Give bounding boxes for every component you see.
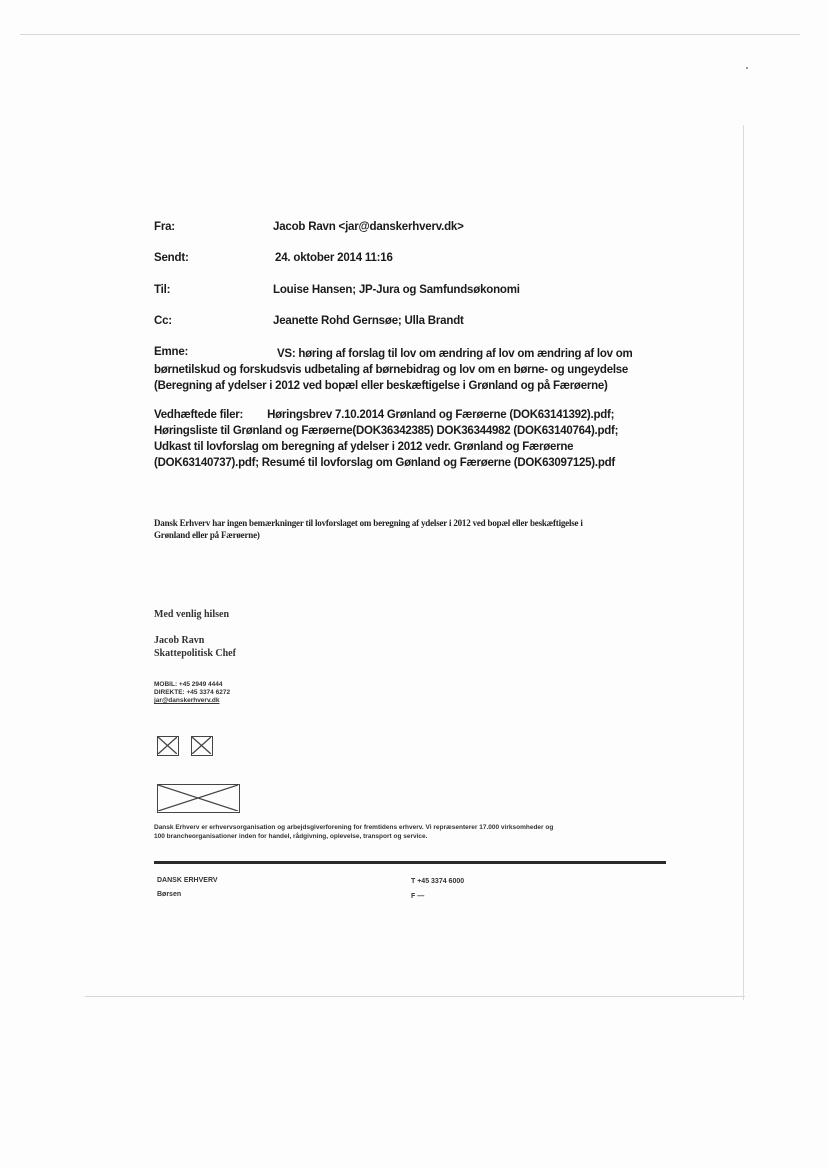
sent-value: 24. oktober 2014 11:16 — [275, 252, 393, 264]
attachment-line: Høringsbrev 7.10.2014 Grønland og Færøerne (DOK63141392).pdf; — [267, 409, 615, 421]
to-value: Louise Hansen; JP-Jura og Samfundsøkonomi — [273, 284, 520, 296]
subject-line: VS: høring af forslag til lov om ændring af lov om ændring af lov om — [277, 348, 633, 360]
attachments-first-line — [154, 407, 654, 423]
attachments-label: Vedhæftede filer: — [154, 409, 244, 421]
subject-line: (Beregning af ydelser i 2012 ved bopæl eller beskæftigelse i Grønland og på Færøerne) — [154, 380, 608, 392]
broken-image-icon — [191, 736, 213, 756]
scan-edge-right — [743, 125, 744, 1000]
message-body — [154, 517, 674, 541]
organisation-address: Børsen — [157, 891, 182, 898]
footer-phone: T +45 3374 6000 — [411, 878, 465, 885]
broken-logo-image-icon — [157, 784, 240, 813]
attachment-line: (DOK63140737).pdf; Resumé til lovforslag om Gønland og Færøerne (DOK63097125).pdf — [154, 457, 615, 469]
sent-label: Sendt: — [154, 252, 189, 264]
signature-name: Jacob Ravn — [154, 635, 205, 646]
signature-name-block — [154, 634, 236, 660]
signature-email-link[interactable]: jar@danskerhverv.dk — [154, 697, 220, 704]
attachment-line: Udkast til lovforslag om beregning af ydelser i 2012 vedr. Grønland og Færøerne — [154, 441, 574, 453]
body-line: Grønland eller på Færøerne) — [154, 530, 260, 540]
footer-divider — [154, 861, 666, 864]
broken-image-icon — [157, 736, 179, 756]
organisation-name: DANSK ERHVERV — [157, 877, 218, 884]
scan-edge-bottom — [85, 996, 745, 997]
scan-edge-top — [20, 34, 800, 35]
to-label: Til: — [154, 284, 171, 296]
organisation-description — [154, 823, 674, 841]
mobile-number: MOBIL: +45 2949 4444 — [154, 681, 223, 688]
contact-block — [154, 681, 230, 705]
from-value: Jacob Ravn <jar@danskerhverv.dk> — [273, 221, 464, 233]
description-line: Dansk Erhverv er erhvervsorganisation og arbejdsgiverforening for fremtidens erhverv. Vi repræsenterer 17.000 virksomheder og — [154, 824, 554, 831]
signature-title: Skattepolitisk Chef — [154, 648, 236, 659]
from-label: Fra: — [154, 221, 175, 233]
direct-number: DIREKTE: +45 3374 6272 — [154, 689, 231, 696]
body-line: Dansk Erhverv har ingen bemærkninger til lovforslaget om beregning af ydelser i 2012 ved bopæl eller beskæftigelse i — [154, 518, 583, 528]
subject-block — [154, 346, 654, 394]
subject-label: Emne: — [154, 346, 189, 358]
footer-fax: F — — [411, 893, 425, 900]
description-line: 100 brancheorganisationer inden for handel, rådgivning, oplevelse, transport og service. — [154, 833, 428, 840]
attachment-line: Høringsliste til Grønland og Færøerne(DOK36342385) DOK36344982 (DOK63140764).pdf; — [154, 425, 619, 437]
greeting: Med venlig hilsen — [154, 609, 230, 620]
subject-line: børnetilskud og forskudsvis udbetaling af børnebidrag og lov om en børne- og ungeydelse — [154, 364, 629, 376]
cc-value: Jeanette Rohd Gernsøe; Ulla Brandt — [273, 315, 464, 327]
attachments-block — [154, 407, 654, 471]
cc-label: Cc: — [154, 315, 172, 327]
scan-speck — [746, 67, 748, 69]
